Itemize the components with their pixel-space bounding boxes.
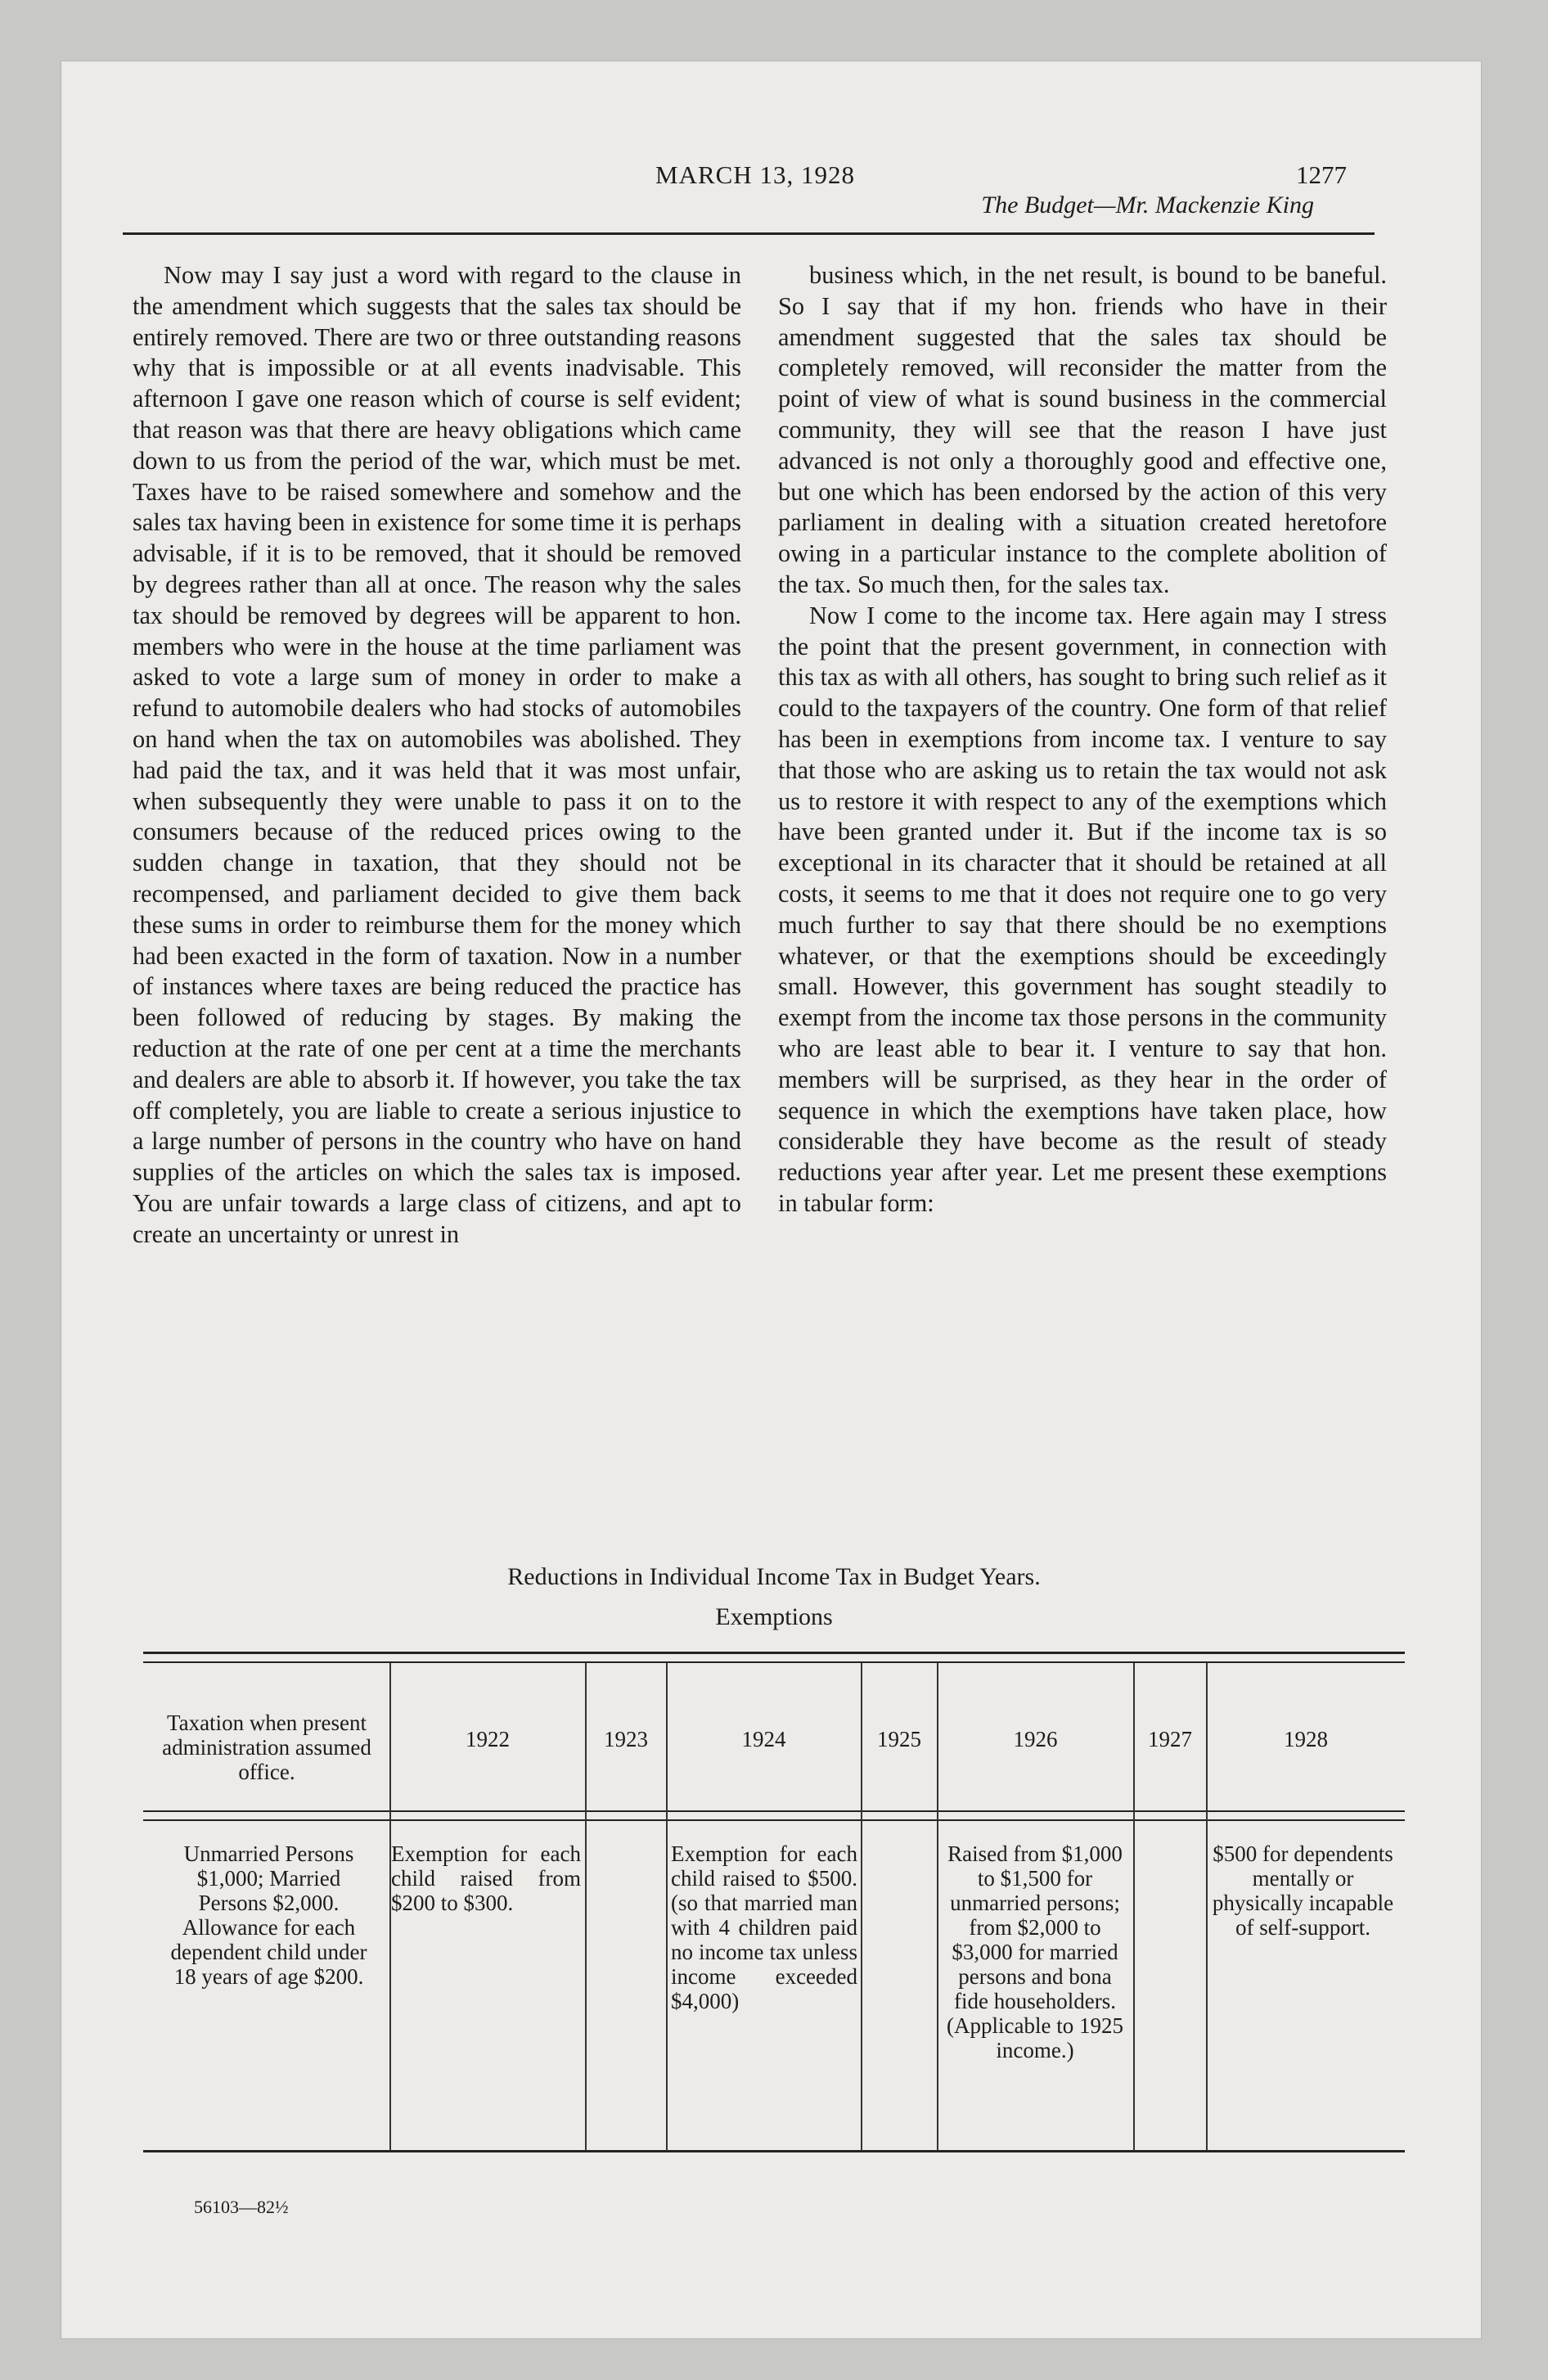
cell-1926: Raised from $1,000 to $1,500 for unmarried persons; from $2,000 to $3,000 for married persons and bona fide householders. (Applicable to 1925 income.) (947, 1841, 1123, 2062)
header-1928: 1928 (1284, 1727, 1328, 1751)
header-1922: 1922 (466, 1727, 510, 1751)
header-1923: 1923 (604, 1727, 648, 1751)
table-title: Reductions in Individual Income Tax in Budget Years. (507, 1563, 1041, 1590)
header-1925: 1925 (877, 1727, 921, 1751)
paragraph: business which, in the net result, is bound to be baneful. So I say that if my hon. friends who have in their amendment suggested that the sales tax should be completely removed, will reconsider the matter from the point of view of what is sound business in the commercial community, they will see that the reason I have just advanced is not only a thoroughly good and effective one, but one which has been endorsed by the action of this very parliament in dealing with a situation created heretofore owing in a particular instance to the complete abolition of the tax. So much then, for the sales tax. (778, 261, 1387, 598)
header-1924: 1924 (741, 1727, 786, 1751)
table-header-rule-inner (143, 1819, 1405, 1821)
table-top-rule (143, 1652, 1405, 1654)
table-bottom-rule (143, 2150, 1405, 2152)
right-column (778, 260, 1387, 1219)
header-taxation: Taxation when present administration assumed office. (162, 1711, 371, 1784)
left-column (133, 260, 741, 1251)
cell-taxation: Unmarried Persons $1,000; Married Persons $2,000. Allowance for each dependent child under 18 years of age $200. (170, 1841, 367, 1989)
table-subtitle: Exemptions (715, 1603, 833, 1630)
header-1927: 1927 (1148, 1727, 1192, 1751)
paragraph: Now I come to the income tax. Here again may I stress the point that the present government, in connection with this tax as with all others, has sought to bring such relief as it could to the taxpayers of the country. One form of that relief has been in exemptions from income tax. I venture to say that those who are asking us to retain the tax would not ask us to restore it with respect to any of the exemptions which have been granted under it. But if the income tax is so exceptional in its character that it should be retained at all costs, it seems to me that it does not require one to go very much further to say that there should be no exemptions whatever, or that the exemptions should be exceedingly small. However, this government has sought steadily to exempt from the income tax those persons in the community who are least able to bear it. I venture to say that hon. members will be surprised, as they hear in the order of sequence in which the exemptions have taken place, how considerable they have become as the result of steady reductions year after year. Let me present these exemptions in tabular form: (778, 601, 1387, 1217)
table-top-rule-inner (143, 1661, 1405, 1663)
header-rule (123, 232, 1375, 235)
header-1926: 1926 (1013, 1727, 1058, 1751)
paragraph: Now may I say just a word with regard to the clause in the amendment which suggests that the sales tax should be entirely removed. There are two or three outstanding reasons why that is impossible or at all events inadvisable. This afternoon I gave one reason which of course is self evident; that reason was that there are heavy obligations which came down to us from the period of the war, which must be met. Taxes have to be raised somewhere and somehow and the sales tax having been in existence for some time it is perhaps advisable, if it is to be removed, that it should be removed by degrees rather than all at once. The reason why the sales tax should be removed by degrees will be apparent to hon. members who were in the house at the time parliament was asked to vote a large sum of money in order to make a refund to automobile dealers who had stocks of automobiles on hand when the tax on automobiles was abolished. They had paid the tax, and it was held that it was most unfair, when subsequently they were unable to pass it on to the consumers because of the reduced prices owing to the sudden change in taxation, that they should not be recompensed, and parliament decided to give them back these sums in order to reimburse them for the money which had been exacted in the form of taxation. Now in a number of instances where taxes are being reduced the practice has been followed of reducing by stages. By making the reduction at the rate of one per cent at a time the merchants and dealers are able to absorb it. If however, you take the tax off completely, you are liable to create a serious injustice to a large number of persons in the country who have on hand supplies of the articles on which the sales tax is imposed. You are unfair towards a large class of citizens, and apt to create an uncertainty or unrest in (133, 261, 741, 1248)
header-date: MARCH 13, 1928 (655, 160, 855, 189)
table-header-rule (143, 1810, 1405, 1812)
cell-1928: $500 for dependents mentally or physically incapable of self-support. (1212, 1841, 1394, 1940)
cell-1922: Exemption for each child raised from $200 to $300. (391, 1841, 581, 1915)
page-number: 1277 (1296, 160, 1347, 189)
print-code: 56103—82½ (194, 2197, 289, 2217)
page-header (655, 160, 1347, 218)
running-title: The Budget—Mr. Mackenzie King (981, 192, 1314, 219)
cell-1924: Exemption for each child raised to $500. (so that married man with 4 children paid no income tax unless income exceeded $4,000) (671, 1841, 857, 2013)
